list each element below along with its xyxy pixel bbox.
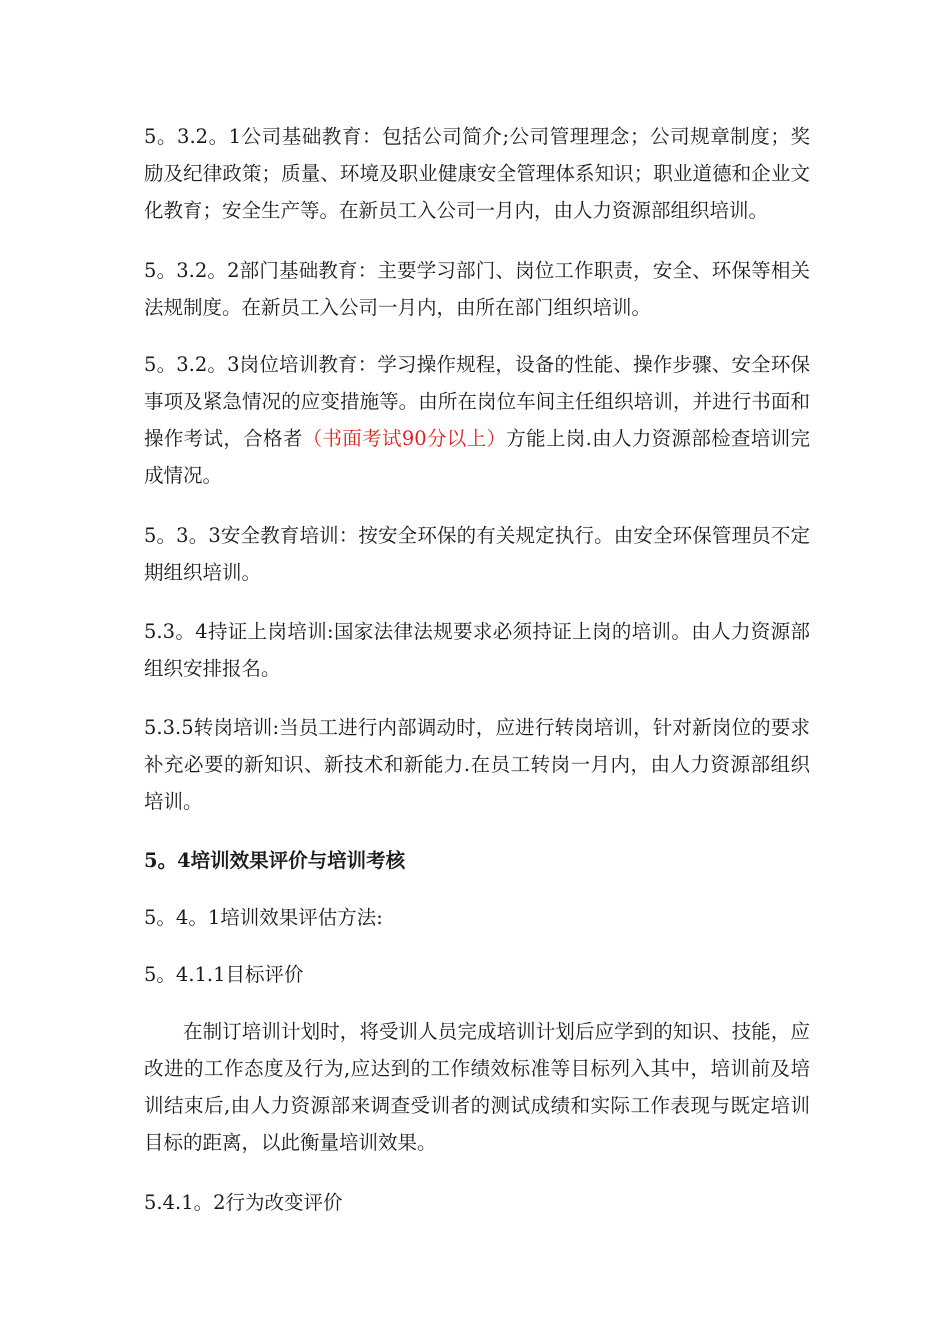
paragraph-5-3-2-2: 5。3.2。2部门基础教育：主要学习部门、岗位工作职责，安全、环保等相关法规制度。在新员工入公司一月内，由所在部门组织培训。 [144,259,810,319]
paragraph-5-3-2-3-tail: 方能上岗.由人力资源部检查培训完成情况。 [144,427,810,487]
paragraph-target-evaluation: 在制订培训计划时，将受训人员完成培训计划后应学到的知识、技能，应改进的工作态度及行为,应达到的工作绩效标准等目标列入其中，培训前及培训结束后,由人力资源部来调查受训者的测试成绩和实际工作表现与既定培训目标的距离，以此衡量培训效果。 [144,1020,810,1154]
paragraph-5-3-3: 5。3。3安全教育培训：按安全环保的有关规定执行。由安全环保管理员不定期组织培训。 [144,524,810,584]
paragraph-5-3-2-1: 5。3.2。1公司基础教育：包括公司简介;公司管理理念；公司规章制度；奖励及纪律政策；质量、环境及职业健康安全管理体系知识；职业道德和企业文化教育；安全生产等。在新员工入公司一月内，由人力资源部组织培训。 [144,125,810,222]
paragraph-5-3-5: 5.3.5转岗培训:当员工进行内部调动时，应进行转岗培训，针对新岗位的要求补充必要的新知识、新技术和新能力.在员工转岗一月内，由人力资源部组织培训。 [144,716,810,813]
paragraph-5-4-1: 5。4。1培训效果评估方法: [144,906,383,929]
paragraph-5-3-2-3-text: 5。3.2。3岗位培训教育：学习操作规程，设备的性能、操作步骤、安全环保事项及紧急情况的应变措施等。由所在岗位车间主任组织培训，并进行书面和操作考试，合格者 [144,353,810,450]
section-heading-5-4: 5。4培训效果评价与培训考核 [144,849,406,872]
paragraph-5-4-1-1: 5。4.1.1目标评价 [144,963,304,986]
exam-requirement-highlight: （书面考试90分以上） [302,427,507,450]
paragraph-5-3-4: 5.3。4持证上岗培训:国家法律法规要求必须持证上岗的培训。由人力资源部组织安排报名。 [144,620,810,680]
paragraph-5-3-2-3 [144,346,810,494]
paragraph-5-4-1-2: 5.4.1。2行为改变评价 [144,1191,343,1214]
